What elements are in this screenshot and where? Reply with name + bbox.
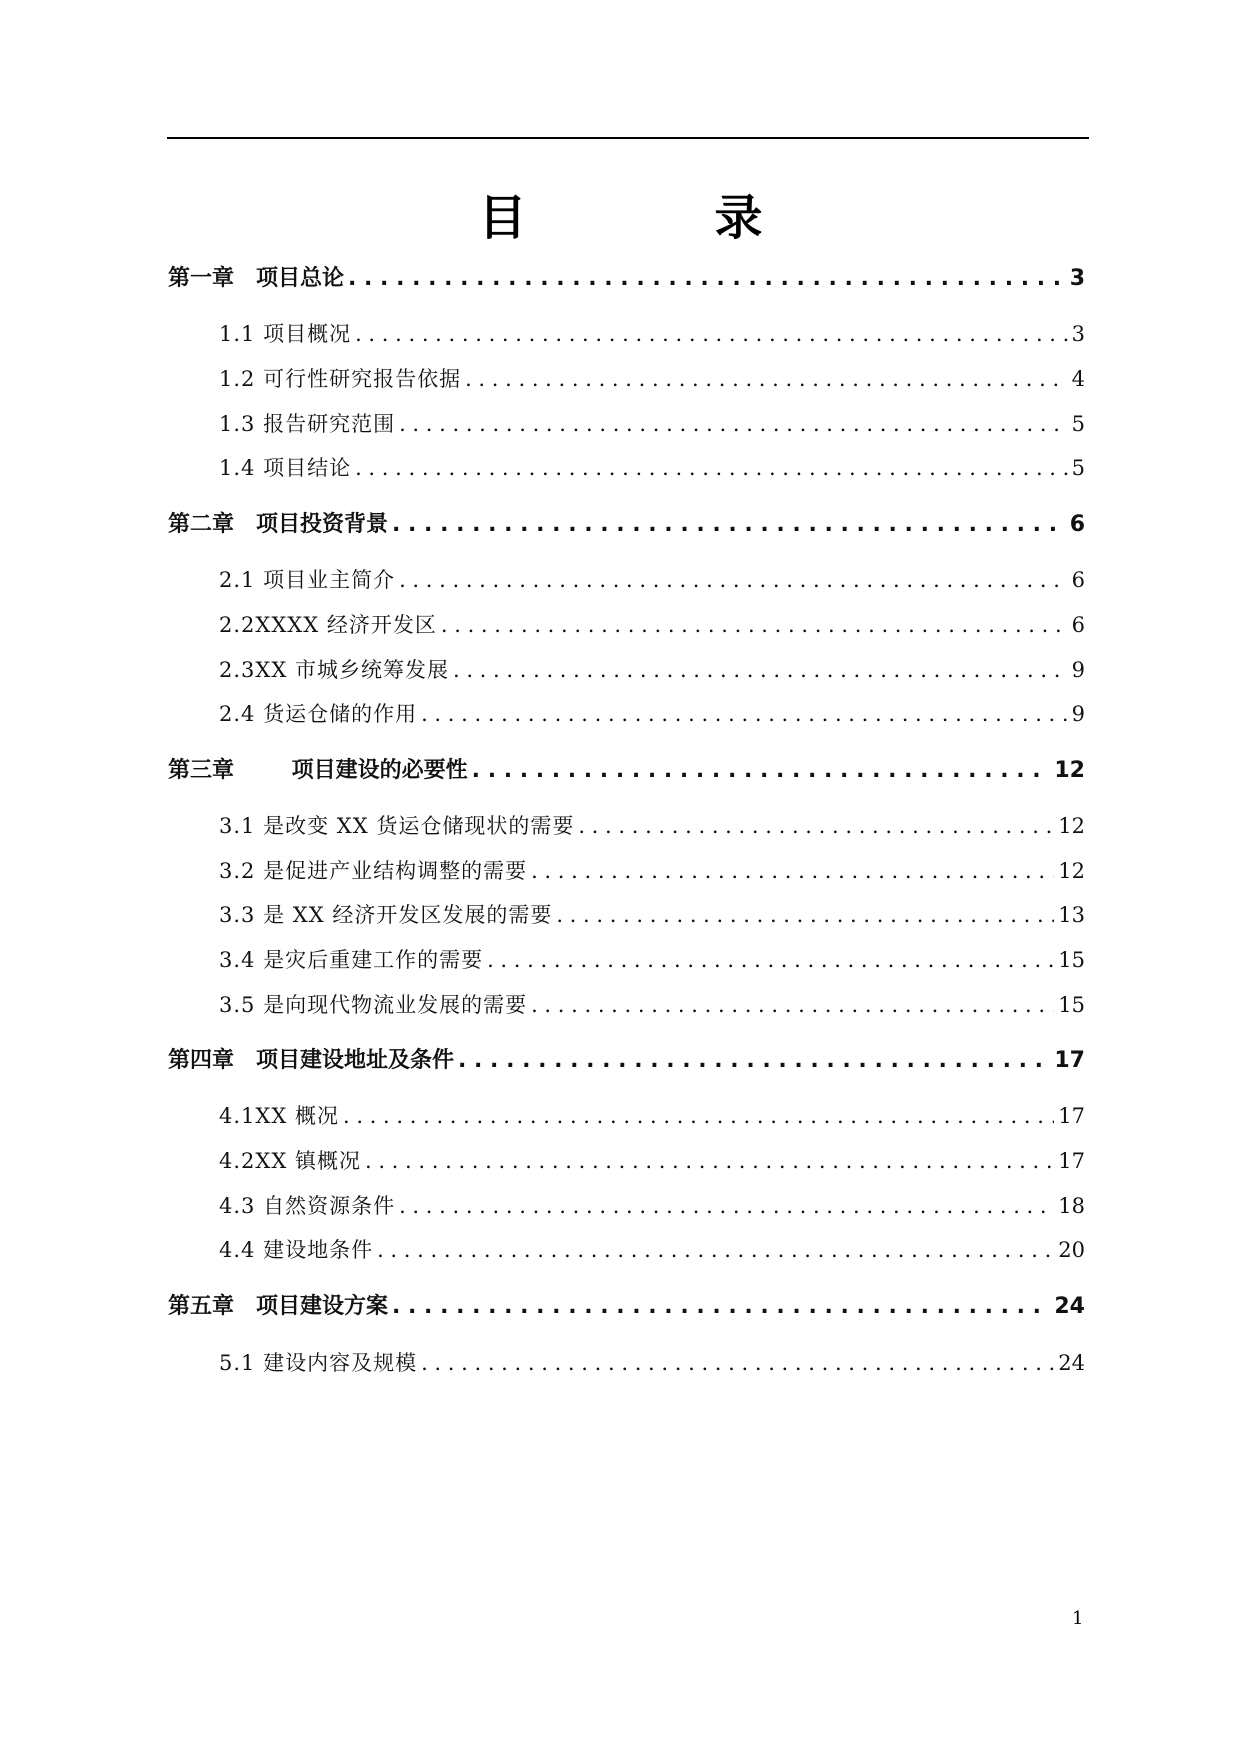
dot-leader — [355, 453, 1068, 483]
dot-leader — [556, 900, 1054, 930]
toc-section-entry[interactable] — [219, 653, 1085, 685]
dot-leader — [531, 990, 1054, 1020]
toc-entry-page: 24 — [1054, 1294, 1085, 1319]
dot-leader — [355, 319, 1068, 349]
toc-entry-label: 2.4 货运仓储的作用 — [219, 702, 418, 726]
toc-section-entry[interactable] — [219, 854, 1085, 886]
toc-entry-label: 4.1XX 概况 — [219, 1104, 339, 1128]
toc-entry-label: 2.3XX 市城乡统筹发展 — [219, 658, 449, 682]
toc-entry-page: 3 — [1069, 266, 1085, 291]
toc-entry-page: 17 — [1054, 1048, 1085, 1073]
toc-section-entry[interactable] — [219, 1099, 1085, 1131]
dot-leader — [399, 1191, 1054, 1221]
toc-entry-label: 5.1 建设内容及规模 — [219, 1351, 418, 1375]
toc-entry-page: 6 — [1071, 613, 1085, 637]
toc-section-entry[interactable] — [219, 988, 1085, 1020]
toc-entry-page: 4 — [1071, 367, 1085, 391]
dot-leader — [472, 756, 1051, 786]
toc-section-entry[interactable] — [219, 1189, 1085, 1221]
toc-section-entry[interactable] — [219, 608, 1085, 640]
toc-entry-page: 20 — [1058, 1238, 1085, 1262]
toc-chapter-entry[interactable] — [168, 508, 1085, 540]
dot-leader — [421, 699, 1068, 729]
toc-entry-label: 3.1 是改变 XX 货运仓储现状的需要 — [219, 814, 575, 838]
toc-section-entry[interactable] — [219, 697, 1085, 729]
toc-title: 目 录 — [478, 190, 833, 246]
dot-leader — [453, 655, 1068, 685]
toc-entry-label: 2.2XXXX 经济开发区 — [219, 613, 437, 637]
toc-entry-page: 5 — [1071, 456, 1085, 480]
dot-leader — [578, 811, 1054, 841]
toc-entry-page: 17 — [1058, 1104, 1085, 1128]
toc-section-entry[interactable] — [219, 1144, 1085, 1176]
toc-entry-label: 4.3 自然资源条件 — [219, 1194, 396, 1218]
toc-section-entry[interactable] — [219, 563, 1085, 595]
toc-entry-page: 12 — [1058, 859, 1085, 883]
toc-section-entry[interactable] — [219, 943, 1085, 975]
toc-entry-label: 第三章 项目建设的必要性 — [168, 758, 468, 783]
toc-entry-label: 4.2XX 镇概况 — [219, 1149, 361, 1173]
dot-leader — [343, 1101, 1054, 1131]
toc-entry-page: 6 — [1069, 512, 1085, 537]
toc-section-entry[interactable] — [219, 317, 1085, 349]
dot-leader — [365, 1146, 1054, 1176]
dot-leader — [458, 1046, 1050, 1076]
toc-section-entry[interactable] — [219, 1233, 1085, 1265]
toc-entry-label: 第五章 项目建设方案 — [168, 1294, 389, 1319]
toc-entry-page: 13 — [1058, 903, 1085, 927]
dot-leader — [465, 364, 1068, 394]
toc-section-entry[interactable] — [219, 451, 1085, 483]
toc-entry-page: 24 — [1058, 1351, 1085, 1375]
toc-entry-label: 3.3 是 XX 经济开发区发展的需要 — [219, 903, 553, 927]
toc-entry-label: 1.1 项目概况 — [219, 322, 352, 346]
toc-chapter-entry[interactable] — [168, 1290, 1085, 1322]
toc-entry-label: 第四章 项目建设地址及条件 — [168, 1048, 455, 1073]
toc-entry-page: 17 — [1058, 1149, 1085, 1173]
toc-chapter-entry[interactable] — [168, 754, 1085, 786]
toc-entry-page: 15 — [1058, 948, 1085, 972]
dot-leader — [392, 510, 1066, 540]
toc-entry-label: 第一章 项目总论 — [168, 266, 345, 291]
toc-section-entry[interactable] — [219, 362, 1085, 394]
toc-entry-label: 3.5 是向现代物流业发展的需要 — [219, 993, 528, 1017]
toc-entry-page: 5 — [1071, 412, 1085, 436]
toc-entry-page: 15 — [1058, 993, 1085, 1017]
toc-entry-page: 12 — [1054, 758, 1085, 783]
toc-entry-page: 12 — [1058, 814, 1085, 838]
toc-section-entry[interactable] — [219, 809, 1085, 841]
page-number: 1 — [1072, 1608, 1084, 1629]
toc-entry-page: 18 — [1058, 1194, 1085, 1218]
toc-entry-page: 3 — [1071, 322, 1085, 346]
toc-chapter-entry[interactable] — [168, 262, 1085, 294]
dot-leader — [392, 1292, 1050, 1322]
dot-leader — [421, 1348, 1054, 1378]
toc-chapter-entry[interactable] — [168, 1044, 1085, 1076]
toc-entry-page: 6 — [1071, 568, 1085, 592]
toc-entry-label: 3.4 是灾后重建工作的需要 — [219, 948, 484, 972]
toc-section-entry[interactable] — [219, 407, 1085, 439]
toc-section-entry[interactable] — [219, 1346, 1085, 1378]
toc-section-entry[interactable] — [219, 898, 1085, 930]
toc-entry-page: 9 — [1071, 658, 1085, 682]
toc-entry-label: 4.4 建设地条件 — [219, 1238, 374, 1262]
dot-leader — [377, 1235, 1054, 1265]
toc-entry-label: 1.2 可行性研究报告依据 — [219, 367, 462, 391]
toc-entry-label: 2.1 项目业主简介 — [219, 568, 396, 592]
dot-leader — [399, 565, 1068, 595]
dot-leader — [531, 856, 1054, 886]
dot-leader — [399, 409, 1068, 439]
toc-entry-label: 1.4 项目结论 — [219, 456, 352, 480]
toc-entry-label: 第二章 项目投资背景 — [168, 512, 389, 537]
dot-leader — [487, 945, 1054, 975]
toc-entry-label: 3.2 是促进产业结构调整的需要 — [219, 859, 528, 883]
toc-entry-label: 1.3 报告研究范围 — [219, 412, 396, 436]
toc-entry-page: 9 — [1071, 702, 1085, 726]
dot-leader — [348, 264, 1066, 294]
dot-leader — [441, 610, 1068, 640]
